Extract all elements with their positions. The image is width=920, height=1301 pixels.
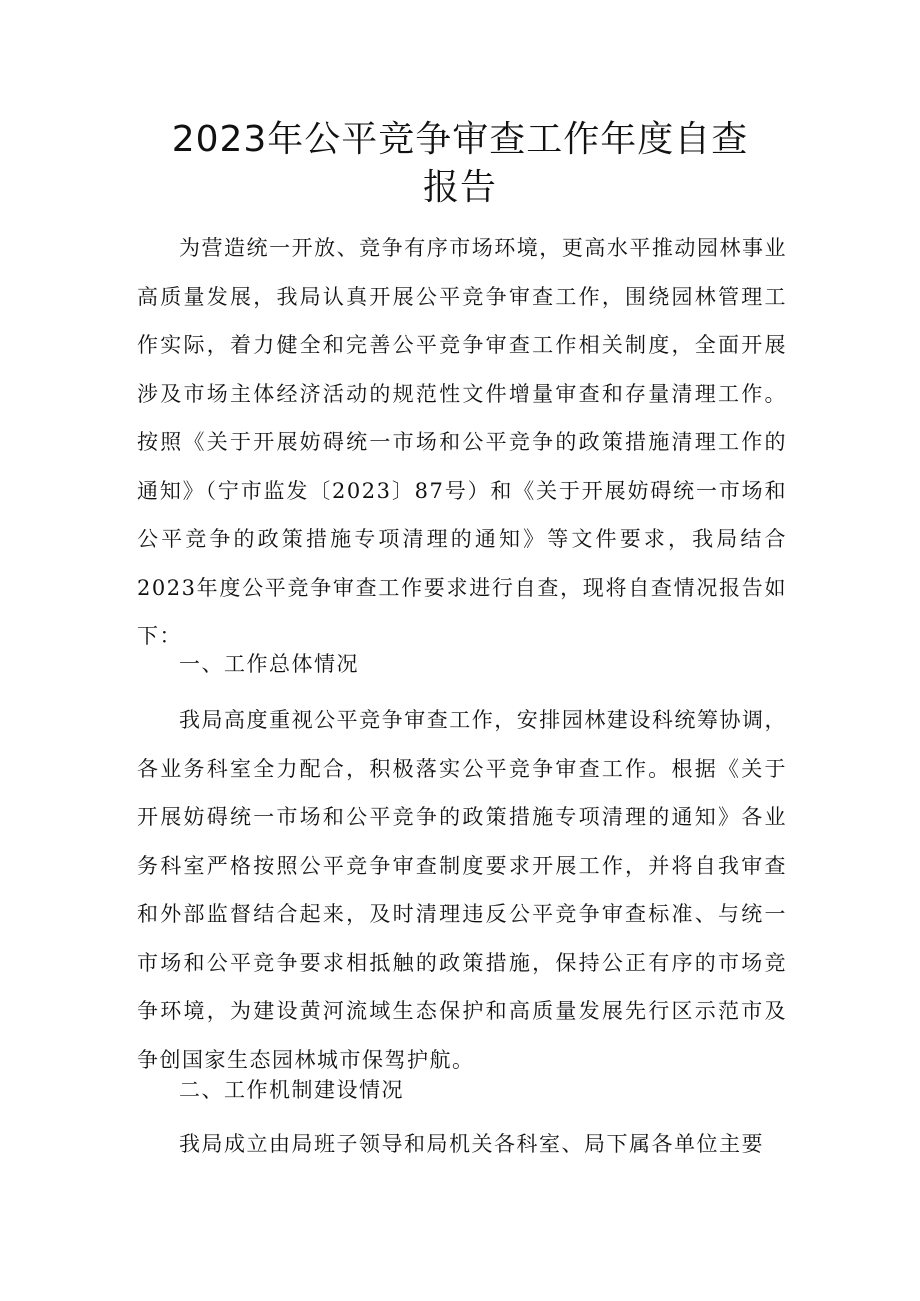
section2-heading: 二、工作机制建设情况 — [179, 1078, 404, 1102]
section1-heading: 一、工作总体情况 — [179, 652, 359, 676]
intro-paragraph: 为营造统一开放、竞争有序市场环境，更高水平推动园林事业高质量发展，我局认真开展公平竞争审查工作，围绕园林管理工作实际，着力健全和完善公平竞争审查工作相关制度，全面开展涉及市场主体经济活动的规范性文件增量审查和存量清理工作。按照《关于开展妨碍统一市场和公平竞争的政策措施清理工作的通知》（宁市监发〔2023〕87号）和《关于开展妨碍统一市场和公平竞争的政策措施专项清理的通知》等文件要求，我局结合2023年度公平竞争审查工作要求进行自查，现将自查情况报告如下： — [137, 236, 787, 648]
document-title-line2: 报告 — [422, 167, 497, 208]
section2-paragraph: 我局成立由局班子领导和局机关各科室、局下属各单位主要 — [179, 1132, 764, 1156]
document-title-line1: 2023年公平竞争审查工作年度自查 — [171, 119, 749, 160]
section1-paragraph: 我局高度重视公平竞争审查工作，安排园林建设科统筹协调，各业务科室全力配合，积极落实公平竞争审查工作。根据《关于开展妨碍统一市场和公平竞争的政策措施专项清理的通知》各业务科室严格按照公平竞争审查制度要求开展工作，并将自我审查和外部监督结合起来，及时清理违反公平竞争审查标准、与统一市场和公平竞争要求相抵触的政策措施，保持公正有序的市场竞争环境，为建设黄河流域生态保护和高质量发展先行区示范市及争创国家生态园林城市保驾护航。 — [137, 708, 787, 1072]
